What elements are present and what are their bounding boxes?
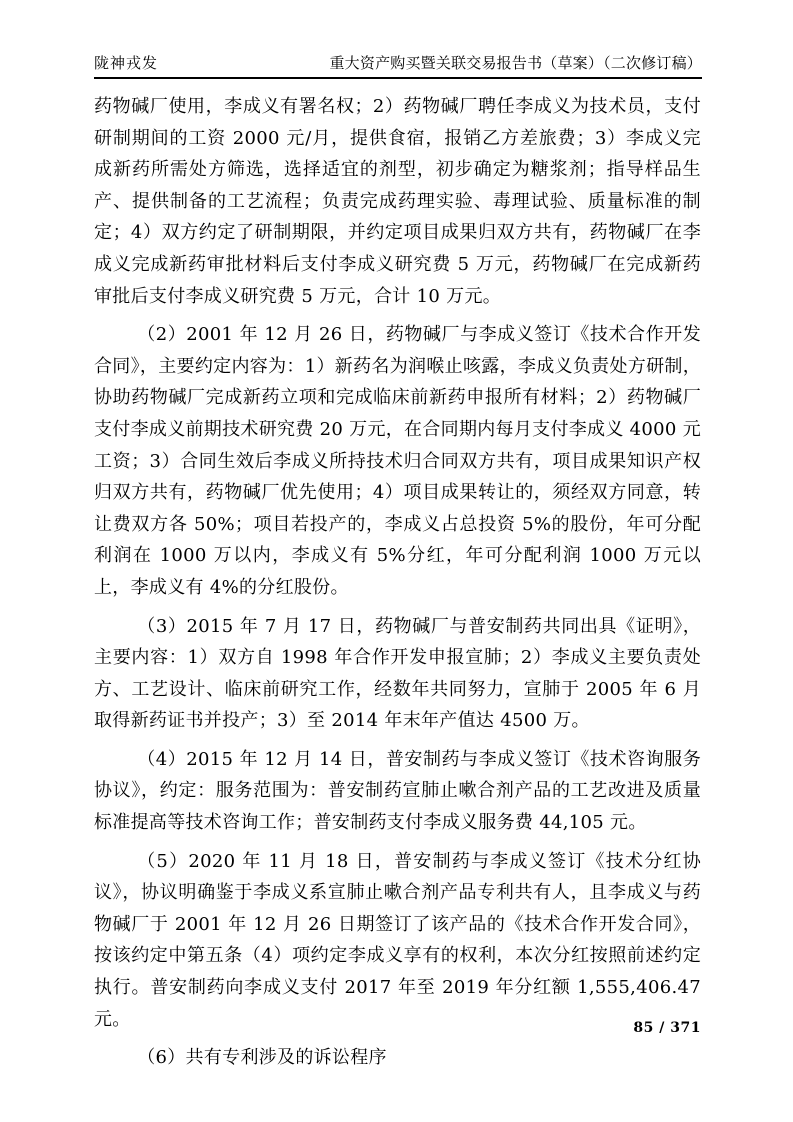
header-company-name: 陇神戎发	[94, 54, 159, 72]
document-body	[94, 91, 701, 1074]
page-header	[94, 54, 702, 79]
paragraph-continuation: 药物碱厂使用，李成义有署名权；2）药物碱厂聘任李成义为技术员，支付研制期间的工资 2000 元/月，提供食宿，报销乙方差旅费；3）李成义完成新药所需处方筛选，选择适宜的剂型，初步确定为糖浆剂；指导样品生产、提供制备的工艺流程；负责完成药理实验、毒理试验、质量标准的制定；4）双方约定了研制期限，并约定项目成果归双方共有，药物碱厂在李成义完成新药审批材料后支付李成义研究费 5 万元，药物碱厂在完成新药审批后支付李成义研究费 5 万元，合计 10 万元。	[94, 96, 701, 307]
paragraph-item-3: （3）2015 年 7 月 17 日，药物碱厂与普安制药共同出具《证明》，主要内容：1）双方自 1998 年合作开发申报宣肺；2）李成义主要负责处方、工艺设计、临床前研究工作，经数年共同努力，宣肺于 2005 年 6 月取得新药证书并投产；3）至 2014 年末年产值达 4500 万。	[94, 615, 701, 732]
paragraph-item-6-heading: （6）共有专利涉及的诉讼程序	[137, 1047, 387, 1069]
page-footer	[633, 1020, 701, 1036]
page-number: 85 / 371	[633, 1020, 701, 1036]
header-document-title: 重大资产购买暨关联交易报告书（草案）（二次修订稿）	[329, 54, 702, 72]
paragraph-item-4: （4）2015 年 12 月 14 日，普安制药与李成义签订《技术咨询服务协议》，约定：服务范围为：普安制药宣肺止嗽合剂产品的工艺改进及质量标准提高等技术咨询工作；普安制药支付李成义服务费 44,105 元。	[94, 748, 701, 834]
paragraph-item-2: （2）2001 年 12 月 26 日，药物碱厂与李成义签订《技术合作开发合同》，主要约定内容为：1）新药名为润喉止咳露，李成义负责处方研制，协助药物碱厂完成新药立项和完成临床前新药申报所有材料；2）药物碱厂支付李成义前期技术研究费 20 万元，在合同期内每月支付李成义 4000 元工资；3）合同生效后李成义所持技术归合同双方共有，项目成果知识产权归双方共有，药物碱厂优先使用；4）项目成果转让的，须经双方同意，转让费双方各 50%；项目若投产的，李成义占总投资 5%的股份，年可分配利润在 1000 万以内，李成义有 5%分红，年可分配利润 1000 万元以上，李成义有 4%的分红股份。	[94, 324, 701, 598]
paragraph-item-5: （5）2020 年 11 月 18 日，普安制药与李成义签订《技术分红协议》，协议明确鉴于李成义系宣肺止嗽合剂产品专利共有人，且李成义与药物碱厂于 2001 年 12 月 26 日期签订了该产品的《技术合作开发合同》，按该约定中第五条（4）项约定李成义享有的权利，本次分红按照前述约定执行。普安制药向李成义支付 2017 年至 2019 年分红额 1,555,406.47 元。	[94, 850, 701, 1030]
